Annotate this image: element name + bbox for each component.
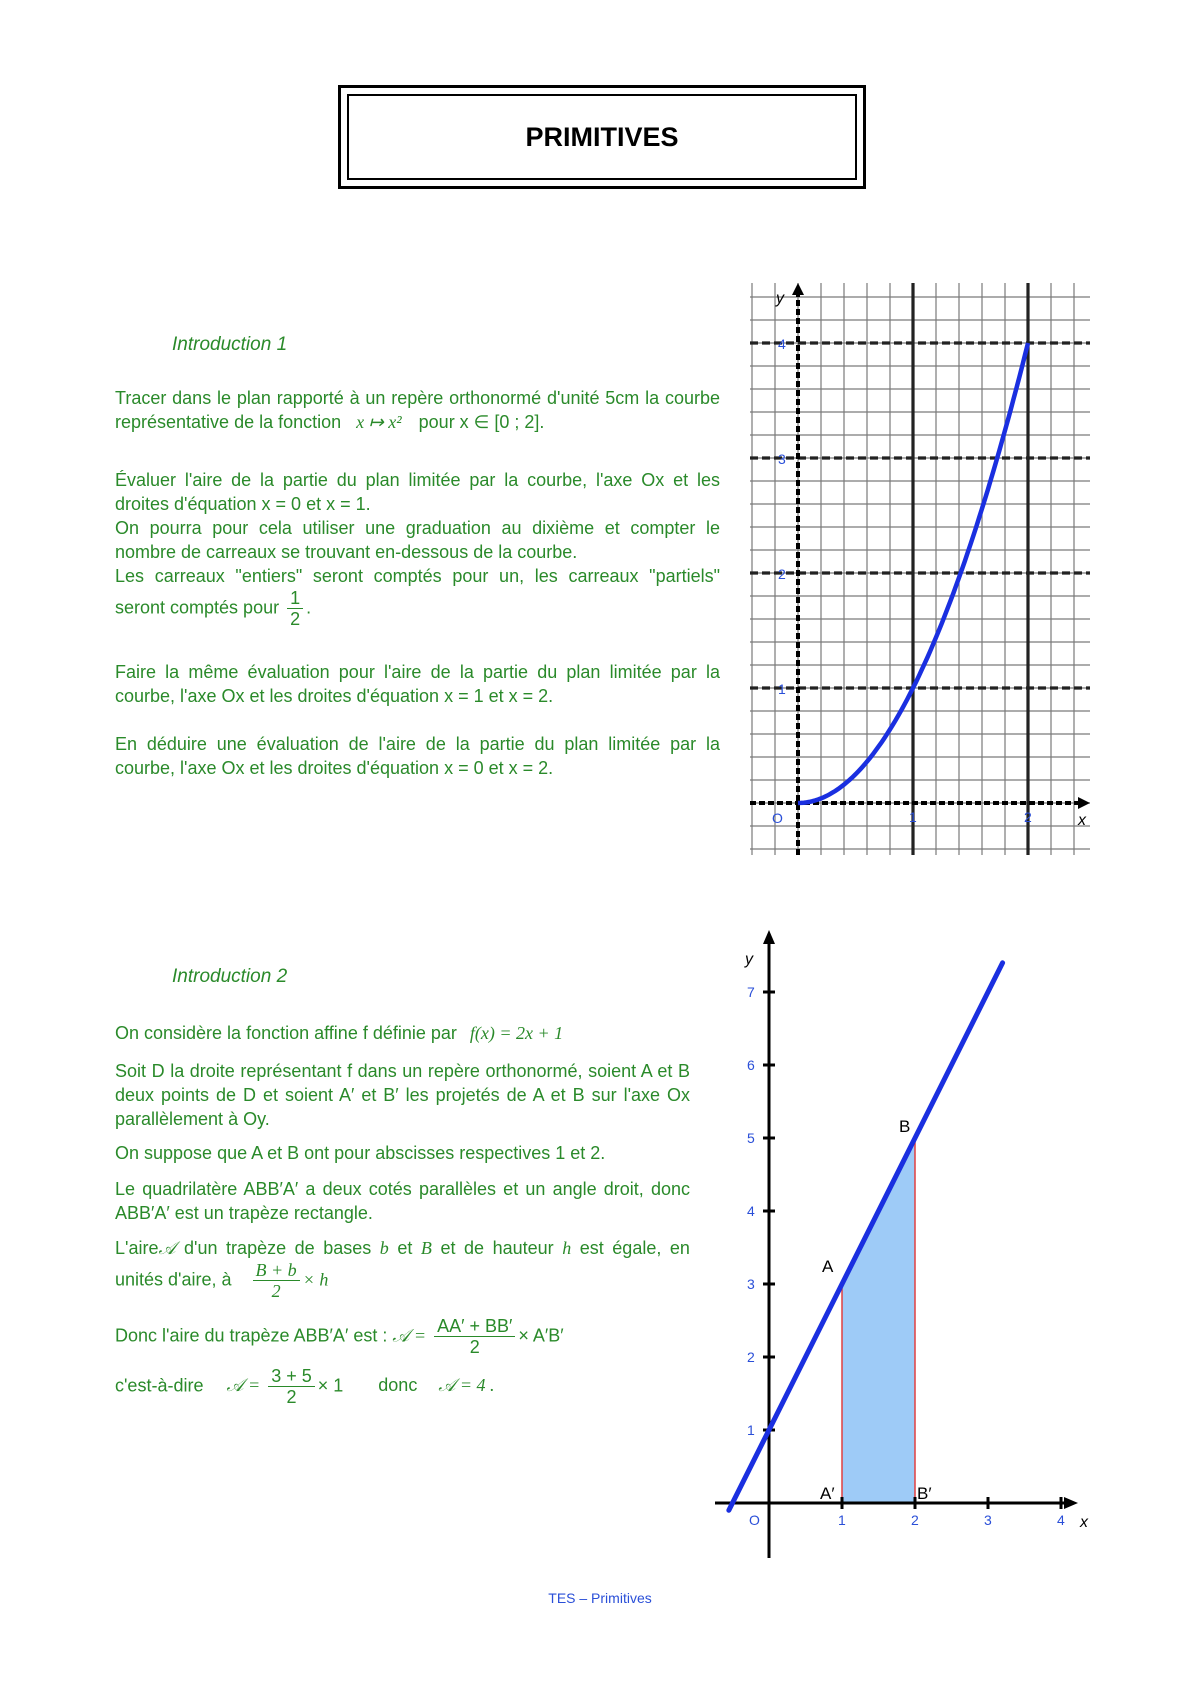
y-tick-label: 5 (747, 1130, 755, 1146)
intro2-heading: Introduction 2 (172, 966, 288, 987)
fraction-numerator: AA′ + BB′ (434, 1316, 515, 1337)
x-tick-label: 2 (1024, 809, 1032, 825)
title-frame (338, 85, 866, 189)
fraction-numerator: 1 (287, 588, 303, 609)
grid-major (750, 283, 1090, 855)
x-tick-label: 1 (838, 1512, 846, 1528)
area-symbol: 𝒜 = (226, 1375, 261, 1396)
small-base-symbol: b (379, 1238, 389, 1258)
p5-text-a: L'aire (115, 1238, 159, 1258)
y-tick-label: 3 (778, 451, 786, 467)
big-base-symbol: B (420, 1238, 432, 1258)
y-tick-label: 2 (778, 566, 786, 582)
y-tick-label: 7 (747, 984, 755, 1000)
axis-labels (744, 951, 1089, 1531)
fraction-denominator: 2 (469, 1337, 480, 1357)
y-tick-label: 4 (778, 336, 786, 352)
origin-label: O (749, 1512, 760, 1528)
page-footer: TES – Primitives (548, 1590, 652, 1606)
intro1-domain: pour x ∈ [0 ; 2]. (418, 412, 545, 432)
area-symbol: 𝒜 = (392, 1325, 427, 1346)
y-tick-label: 2 (747, 1349, 755, 1365)
y-axis-title: y (776, 290, 784, 307)
intro1-function: x ↦ x² (356, 412, 402, 432)
grid-fine (750, 283, 1090, 855)
intro1-p1-text: Tracer dans le plan rapporté à un repère orthonormé d'unité 5cm la courbe représentative de la fonction (115, 388, 720, 432)
fraction-denominator: 2 (271, 1281, 281, 1301)
fraction-numerator: 3 + 5 (268, 1366, 315, 1387)
point-A-label: A (822, 1257, 834, 1276)
intro1-paragraph-1 (115, 386, 720, 434)
intro2-paragraph-5 (115, 1236, 690, 1301)
intro2-paragraph-1 (115, 1021, 695, 1045)
times-one: × 1 (317, 1375, 344, 1396)
p5-text-d: et de hauteur (440, 1238, 554, 1258)
p5-text-b: d'un trapèze de bases (184, 1238, 372, 1258)
y-axis-arrow (792, 283, 804, 295)
intro2-p1-text: On considère la fonction affine f définie par (115, 1023, 457, 1043)
p6-text: Donc l'aire du trapèze ABB′A′ est : (115, 1325, 388, 1346)
numeric-fraction (268, 1366, 315, 1407)
origin-label: O (772, 810, 783, 826)
point-A-prime-label: A′ (820, 1484, 835, 1503)
fraction-one-half (287, 588, 303, 629)
intro2-equation: f(x) = 2x + 1 (469, 1023, 564, 1043)
intro1-paragraph-4 (115, 564, 720, 629)
p5-text-e: est égale, en unités d'aire, à (115, 1238, 690, 1290)
fraction-denominator: 2 (286, 1387, 297, 1407)
times-height: × h (302, 1269, 329, 1290)
x-tick-label: 2 (911, 1512, 919, 1528)
y-tick-label: 3 (747, 1276, 755, 1292)
area-symbol: 𝒜 (158, 1238, 176, 1258)
x-axis-title: x (1078, 812, 1086, 829)
fraction-denominator: 2 (290, 609, 301, 629)
times-base: × A′B′ (518, 1325, 564, 1346)
p5-text-c: et (397, 1238, 413, 1258)
y-axis-title: y (745, 951, 753, 968)
intro1-heading: Introduction 1 (172, 334, 288, 355)
intro2-paragraph-6 (115, 1316, 715, 1357)
x-axis-title: x (1080, 1514, 1088, 1531)
intro2-paragraph-2: Soit D la droite représentant f dans un repère orthonormé, soient A et B deux points de D et soient A′ et B′ les projetés de A et B sur l'axe Ox parallèlement à Oy. (115, 1061, 690, 1129)
parabola-graph (750, 283, 1090, 855)
intro2-paragraph-3: On suppose que A et B ont pour abscisses respectives 1 et 2. (115, 1143, 606, 1163)
y-tick-label: 6 (747, 1057, 755, 1073)
point-B-prime-label: B′ (917, 1484, 932, 1503)
axes (750, 283, 1090, 855)
fraction-numerator: B + b (253, 1260, 300, 1281)
intro1-paragraph-3: On pourra pour cela utiliser une graduation au dixième et compter le nombre de carreaux se trouvant en-dessous de la courbe. (115, 518, 720, 562)
intro1-paragraph-5: Faire la même évaluation pour l'aire de la partie du plan limitée par la courbe, l'axe Ox et les droites d'équation x = 1 et x = 2. (115, 662, 720, 706)
y-axis-arrow (763, 930, 775, 944)
x-tick-label: 4 (1057, 1512, 1065, 1528)
x-tick-label: 1 (909, 809, 917, 825)
area-result: 𝒜 = 4 . (438, 1375, 495, 1396)
intro2-paragraph-7 (115, 1366, 715, 1407)
intro1-p4-text: Les carreaux "entiers" seront comptés pour un, les carreaux "partiels" seront comptés pour (115, 566, 720, 618)
y-tick-label: 1 (747, 1422, 755, 1438)
y-tick-label: 4 (747, 1203, 755, 1219)
trapezoid-area (842, 1138, 915, 1503)
area-fraction (434, 1316, 515, 1357)
height-symbol: h (562, 1238, 572, 1258)
point-B-label: B (899, 1117, 911, 1136)
x-axis-arrow (1078, 797, 1090, 809)
y-tick-label: 1 (778, 681, 786, 697)
donc-text: donc (378, 1375, 418, 1396)
p7-text: c'est-à-dire (115, 1375, 204, 1396)
intro1-paragraph-6: En déduire une évaluation de l'aire de la partie du plan limitée par la courbe, l'axe Ox et les droites d'équation x = 0 et x = 2. (115, 734, 720, 778)
title-inner-frame (347, 94, 857, 180)
trapezoid-fraction (253, 1260, 300, 1301)
intro2-paragraph-4: Le quadrilatère ABB′A′ a deux cotés parallèles et un angle droit, donc ABB′A′ est un trapèze rectangle. (115, 1179, 690, 1223)
intro1-paragraph-2: Évaluer l'aire de la partie du plan limitée par la courbe, l'axe Ox et les droites d'équation x = 0 et x = 1. (115, 470, 720, 514)
line-graph (715, 930, 1090, 1560)
x-axis-arrow (1064, 1497, 1078, 1509)
axis-labels (772, 290, 1087, 829)
x-tick-label: 3 (984, 1512, 992, 1528)
page-title: PRIMITIVES (525, 121, 679, 152)
intro1-p4-end: . (306, 597, 312, 618)
